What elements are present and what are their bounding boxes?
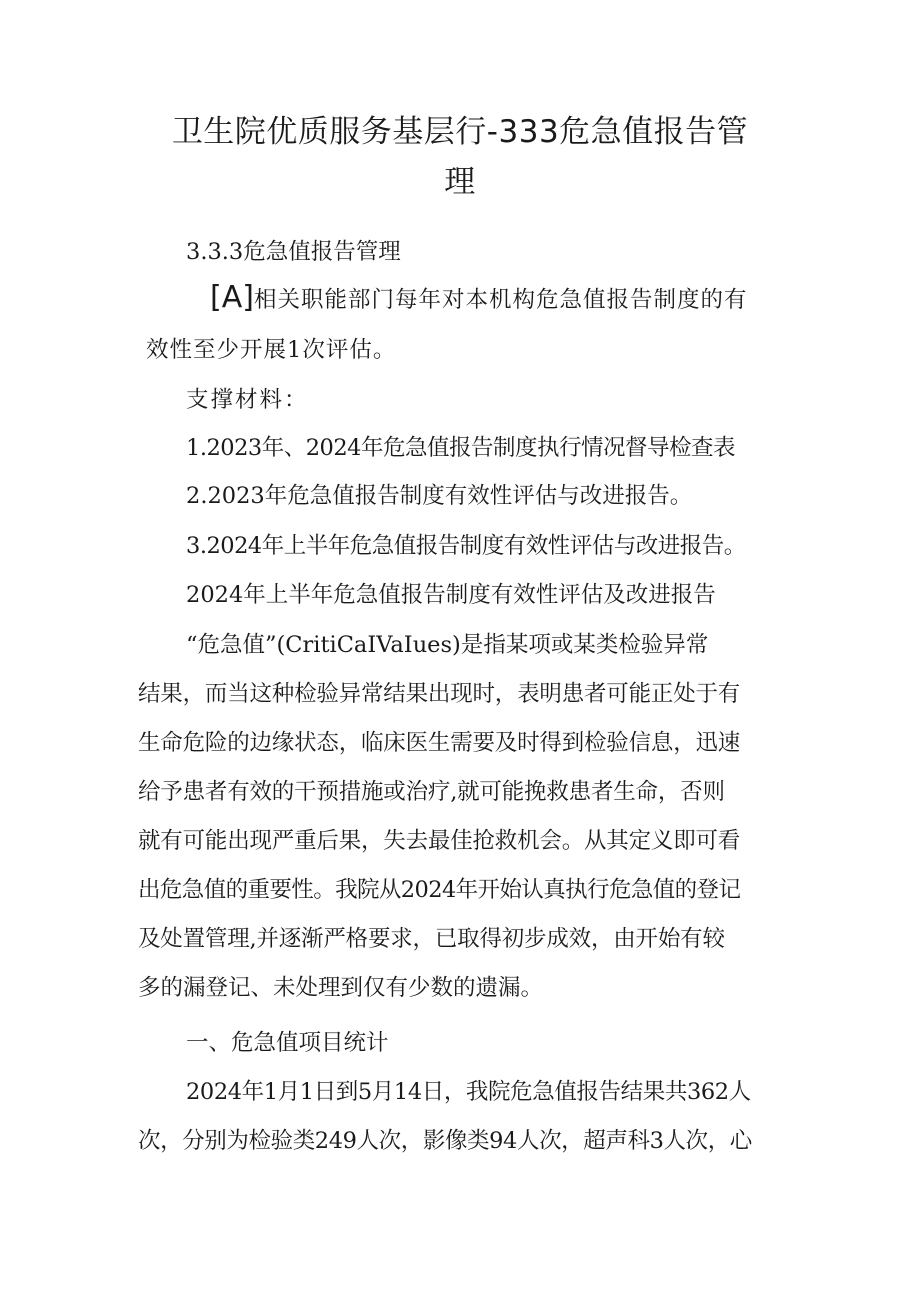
material-item-2: 2.2023年危急值报告制度有效性评估与改进报告。 (186, 483, 693, 509)
item-a-line-1 (210, 280, 810, 315)
document-title-line-1: 卫生院优质服务基层行-333危急值报告管 (171, 114, 749, 150)
report-title: 2024年上半年危急值报告制度有效性评估及改进报告 (186, 582, 716, 608)
intro-line-3: 生命危险的边缘状态，临床医生需要及时得到检验信息，迅速 (138, 730, 741, 756)
support-materials-label: 支撑材料： (186, 387, 309, 413)
stats-line-1: 2024年1月1日到5月14日，我院危急值报告结果共362人 (186, 1079, 751, 1105)
item-a-line-2: 效性至少开展1次评估。 (146, 337, 397, 363)
intro-line-2: 结果，而当这种检验异常结果出现时，表明患者可能正处于有 (138, 681, 741, 707)
intro-line-8: 多的漏登记、未处理到仅有少数的遗漏。 (138, 975, 544, 1001)
document-title-line-2: 理 (444, 164, 476, 200)
intro-line-1: “危急值”(CritiCaIVaIues)是指某项或某类检验异常 (186, 632, 709, 658)
section-heading: 3.3.3危急值报告管理 (186, 239, 401, 265)
item-a-text: 相关职能部门每年对本机构危急值报告制度的有 (253, 287, 748, 313)
material-item-3: 3.2024年上半年危急值报告制度有效性评估与改进报告。 (186, 533, 746, 559)
stats-line-2: 次，分别为检验类249人次，影像类94人次，超声科3人次，心 (138, 1128, 752, 1154)
material-item-1: 1.2023年、2024年危急值报告制度执行情况督导检查表 (186, 435, 735, 461)
intro-line-4: 给予患者有效的干预措施或治疗,就可能挽救患者生命，否则 (138, 779, 725, 805)
intro-line-7: 及处置管理,并逐渐严格要求，已取得初步成效，由开始有较 (138, 926, 725, 952)
item-a-marker: [A] (210, 280, 254, 315)
section-one-heading: 一、危急值项目统计 (186, 1030, 389, 1056)
intro-line-5: 就有可能出现严重后果，失去最佳抢救机会。从其定义即可看 (138, 828, 741, 854)
intro-line-6: 出危急值的重要性。我院从2024年开始认真执行危急值的登记 (138, 877, 741, 903)
